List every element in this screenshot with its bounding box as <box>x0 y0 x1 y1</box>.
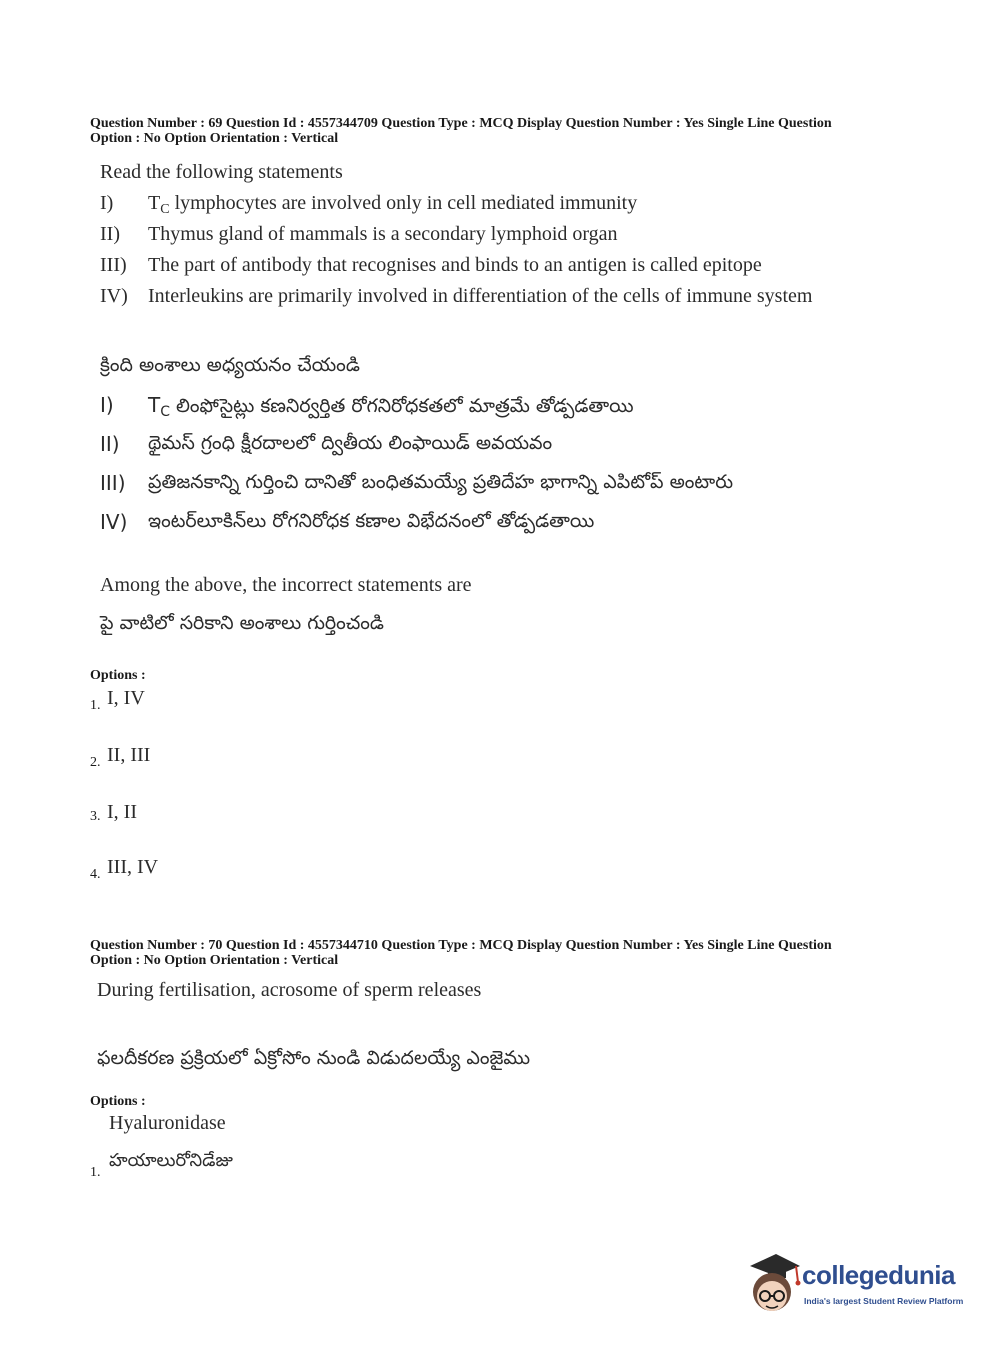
brand-tagline: India's largest Student Review Platform <box>804 1296 964 1306</box>
q69-meta <box>90 116 930 146</box>
option-number: 1. <box>90 698 101 713</box>
brand-name: collegedunia <box>802 1260 955 1290</box>
q70-option-1[interactable] <box>90 1112 340 1182</box>
statement-text: The part of antibody that recognises and binds to an antigen is called epitope <box>148 254 762 276</box>
q69-statement-en-1 <box>100 192 900 218</box>
roman-numeral: II) <box>100 223 120 245</box>
q70-meta-line2: Option : No Option Orientation : Vertical <box>90 953 339 968</box>
q69-statement-te-2 <box>100 432 900 460</box>
statement-text: Thymus gland of mammals is a secondary lymphoid organ <box>148 223 618 245</box>
q69-intro-te: క్రింది అంశాలు అధ్యయనం చేయండి <box>100 354 360 376</box>
option-number: 3. <box>90 809 101 824</box>
q69-meta-line1: Question Number : 69 Question Id : 4557344709 Question Type : MCQ Display Question Number : Yes Single Line Question <box>90 116 832 131</box>
roman-numeral: II) <box>100 432 120 456</box>
option-text-te: హయాలురోనిడేజు <box>109 1150 233 1171</box>
q69-statement-en-2 <box>100 223 900 249</box>
statement-text: థైమస్ గ్రంధి క్షీరదాలలో ద్వితీయ లింఫాయిడ్ అవయవం <box>148 432 553 454</box>
q69-meta-line2: Option : No Option Orientation : Vertical <box>90 131 339 146</box>
q69-statement-en-3 <box>100 254 900 280</box>
q69-option-2[interactable] <box>90 744 290 772</box>
q69-statement-te-3 <box>100 471 900 499</box>
statement-text: ప్రతిజనకాన్ని గుర్తించి దానితో బంధితమయ్యే ప్రతిదేహ భాగాన్ని ఎపిటోప్ అంటారు <box>148 471 734 493</box>
option-number: 1. <box>90 1165 101 1180</box>
statement-text: $T_C$ లింఫోసైట్లు కణనిర్వర్తిత రోగనిరోధకతలో మాత్రమే తోడ్పడతాయి <box>148 393 634 420</box>
option-number: 4. <box>90 867 101 882</box>
option-text: I, IV <box>107 687 145 709</box>
q69-statement-en-4 <box>100 285 920 311</box>
roman-numeral: III) <box>100 471 126 495</box>
q69-option-3[interactable] <box>90 801 290 829</box>
q70-question-en: During fertilisation, acrosome of sperm releases <box>97 979 482 1001</box>
statement-text: ఇంటర్‌లూకిన్‌లు రోగనిరోధక కణాల విభేదనంలో తోడ్పడతాయి <box>148 510 595 532</box>
q69-option-4[interactable] <box>90 856 290 884</box>
q69-question-en: Among the above, the incorrect statements are <box>100 574 472 596</box>
roman-numeral: IV) <box>100 285 128 307</box>
q69-statement-te-1 <box>100 393 900 421</box>
option-text-en: Hyaluronidase <box>109 1112 226 1134</box>
statement-text: Interleukins are primarily involved in differentiation of the cells of immune system <box>148 285 813 307</box>
q70-meta-line1: Question Number : 70 Question Id : 4557344710 Question Type : MCQ Display Question Number : Yes Single Line Question <box>90 938 832 953</box>
roman-numeral: I) <box>100 393 114 417</box>
q69-options-label: Options : <box>90 668 146 683</box>
option-text: III, IV <box>107 856 159 878</box>
q69-question-te: పై వాటిలో సరికాని అంశాలు గుర్తించండి <box>100 612 384 634</box>
roman-numeral: III) <box>100 254 127 276</box>
option-number: 2. <box>90 755 101 770</box>
option-text: I, II <box>107 801 137 823</box>
q70-meta <box>90 938 930 968</box>
collegedunia-logo <box>742 1252 972 1322</box>
option-text: II, III <box>107 744 151 766</box>
graduate-mascot-icon <box>742 1252 802 1322</box>
q70-options-label: Options : <box>90 1094 146 1109</box>
q69-intro-en: Read the following statements <box>100 161 343 183</box>
q70-question-te: ఫలదీకరణ ప్రక్రియలో ఏక్రోసోం నుండి విడుదలయ్యే ఎంజైము <box>97 1047 531 1069</box>
roman-numeral: I) <box>100 192 114 214</box>
roman-numeral: IV) <box>100 510 128 534</box>
q69-statement-te-4 <box>100 510 900 538</box>
statement-text: $T_C$ lymphocytes are involved only in cell mediated immunity <box>148 192 638 217</box>
q69-option-1[interactable] <box>90 687 290 715</box>
